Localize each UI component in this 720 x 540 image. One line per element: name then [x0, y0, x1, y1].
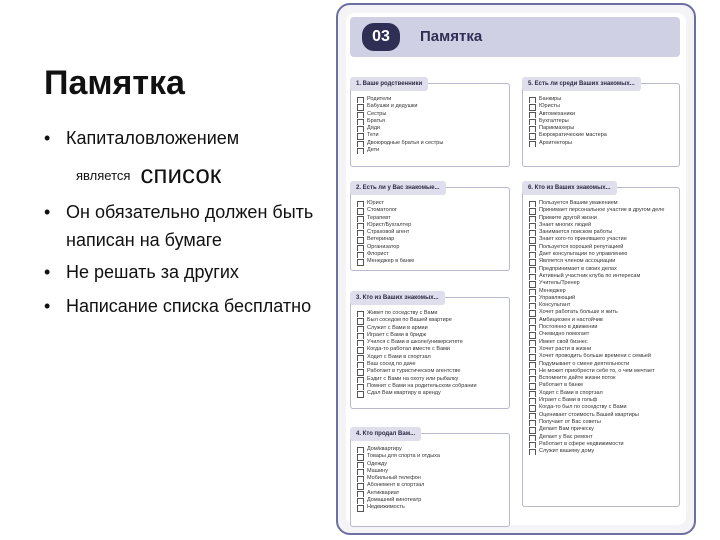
checklist-item[interactable]: Работает в сфере недвижимости — [529, 441, 675, 448]
checklist-item[interactable]: Делает Вам прическу — [529, 426, 675, 433]
sheet-number-badge: 03 — [362, 23, 400, 51]
checklist-item[interactable]: Бюрократические мастера — [529, 132, 675, 139]
checklist-item[interactable]: Флорист — [357, 251, 505, 258]
checklist-item[interactable]: Организатор — [357, 244, 505, 251]
checklist-item[interactable]: Играет с Вами в бридж — [357, 332, 505, 339]
checklist-item[interactable]: Пользуется хорошей репутацией — [529, 244, 675, 251]
checklist-item[interactable]: Получает от Вас советы — [529, 419, 675, 426]
checklist-item[interactable]: Родители — [357, 96, 505, 103]
bullet-text: Написание списка бесплатно — [66, 296, 312, 316]
slide-title: Памятка — [44, 64, 185, 102]
checklist-item[interactable]: Одежду — [357, 461, 505, 468]
checklist-item[interactable]: Архитекторы — [529, 140, 675, 147]
checklist-item[interactable]: Очевидно помогает — [529, 331, 675, 338]
checklist-item[interactable]: Амбициозен и настойчив — [529, 317, 675, 324]
checklist-item[interactable]: Юрист/Бухгалтер — [357, 222, 505, 229]
checklist-item[interactable]: Двоюродные братья и сестры — [357, 140, 505, 147]
checklist-item[interactable]: Не может приобрести себе то, о чем мечтает — [529, 368, 675, 375]
checklist-item[interactable]: Когда-то работал вместе с Вами — [357, 346, 505, 353]
checklist-item[interactable]: Является членом ассоциации — [529, 258, 675, 265]
checklist-item[interactable]: Страховой агент — [357, 229, 505, 236]
card-list — [529, 200, 675, 455]
bullet-small-text: является — [76, 168, 131, 183]
checklist-item[interactable]: Вспомните дайте жизни поток — [529, 375, 675, 382]
checklist-item[interactable]: Занимается поиском работы — [529, 229, 675, 236]
checklist-card-contacts — [522, 187, 680, 507]
checklist-item[interactable]: Постоянно в движении — [529, 324, 675, 331]
checklist-item[interactable]: Дом/квартиру — [357, 446, 505, 453]
bullet-item — [44, 124, 324, 152]
sheet-title: Памятка — [420, 28, 483, 45]
checklist-item[interactable]: Недвижимость — [357, 504, 505, 511]
checklist-item[interactable]: Когда-то был по соседству с Вами — [529, 404, 675, 411]
card-title: 1. Ваше родственники — [350, 77, 428, 91]
checklist-item[interactable]: Менеджер в банке — [357, 258, 505, 265]
card-title: 3. Кто из Ваших знакомых... — [350, 291, 445, 305]
checklist-item[interactable]: Дает консультации по управлению — [529, 251, 675, 258]
checklist-item[interactable]: Ходит с Вами в спортзал — [529, 390, 675, 397]
checklist-item[interactable]: Ездит с Вами на охоту или рыбалку — [357, 376, 505, 383]
checklist-item[interactable]: Стоматолог — [357, 207, 505, 214]
card-list — [357, 310, 505, 398]
checklist-item[interactable]: Служит с Вами в армии — [357, 325, 505, 332]
checklist-item[interactable]: Сдал Вам квартиру в аренду — [357, 390, 505, 397]
checklist-item[interactable]: Тети — [357, 132, 505, 139]
checklist-item[interactable]: Работает в туристическом агентстве — [357, 368, 505, 375]
bullet-continuation — [44, 160, 324, 190]
checklist-item[interactable]: Предпринимает в своих делах — [529, 266, 675, 273]
card-title: 2. Есть ли у Вас знакомые... — [350, 181, 446, 195]
checklist-item[interactable]: Помнит с Вами на родительском собрании — [357, 383, 505, 390]
card-list — [357, 446, 505, 512]
checklist-item[interactable]: Учился с Вами в школе/университете — [357, 339, 505, 346]
bullet-text: Он обязательно должен быть написан на бумаге — [66, 202, 314, 250]
checklist-item[interactable]: Активный участник клуба по интересам — [529, 273, 675, 280]
checklist-card-relatives — [350, 83, 510, 167]
card-title: 5. Есть ли среди Ваших знакомых... — [522, 77, 641, 91]
checklist-item[interactable]: Был соседом по Вашей квартире — [357, 317, 505, 324]
checklist-item[interactable]: Бабушки и дедушки — [357, 103, 505, 110]
bullet-big-text: список — [140, 159, 222, 189]
checklist-item[interactable]: Юрист — [357, 200, 505, 207]
checklist-item[interactable]: Пользуется Вашим уважением — [529, 200, 675, 207]
checklist-item[interactable]: Играет с Вами в гольф — [529, 397, 675, 404]
checklist-item[interactable]: Оценивает стоимость Вашей квартиры — [529, 412, 675, 419]
checklist-item[interactable]: Служит вашему дому — [529, 448, 675, 455]
checklist-item[interactable]: Машину — [357, 468, 505, 475]
checklist-item[interactable]: Учитель/Тренер — [529, 280, 675, 287]
card-list — [357, 200, 505, 266]
checklist-item[interactable]: Делает у Вас ремонт — [529, 434, 675, 441]
checklist-item[interactable]: Товары для спорта и отдыха — [357, 453, 505, 460]
checklist-item[interactable]: Банкиры — [529, 96, 675, 103]
checklist-item[interactable]: Домашний кинотеатр — [357, 497, 505, 504]
checklist-item[interactable]: Автомеханики — [529, 111, 675, 118]
checklist-item[interactable]: Ваш сосед по даче — [357, 361, 505, 368]
checklist-item[interactable]: Дети — [357, 147, 505, 154]
bullet-text: Не решать за других — [66, 262, 239, 282]
bullet-item — [44, 292, 324, 320]
checklist-item[interactable]: Хочет расти в жизни — [529, 346, 675, 353]
bullet-item — [44, 198, 324, 254]
bullet-text: Капиталовложением — [66, 128, 240, 148]
checklist-card-acquaintances — [350, 187, 510, 271]
checklist-item[interactable]: Бухгалтеры — [529, 118, 675, 125]
sheet-header — [350, 17, 680, 57]
checklist-item[interactable]: Хочет работать больше и жить — [529, 309, 675, 316]
checklist-item[interactable]: Антиквариат — [357, 490, 505, 497]
checklist-card-neighbours — [350, 297, 510, 409]
card-list — [357, 96, 505, 154]
checklist-card-sellers — [350, 433, 510, 527]
checklist-card-professionals — [522, 83, 680, 167]
bullet-item — [44, 258, 324, 286]
checklist-item[interactable]: Дяди — [357, 125, 505, 132]
checklist-item[interactable]: Имеет свой бизнес — [529, 339, 675, 346]
checklist-item[interactable]: Управляющий — [529, 295, 675, 302]
checklist-item[interactable]: Мобильный телефон — [357, 475, 505, 482]
checklist-item[interactable]: Менеджер — [529, 288, 675, 295]
memo-sheet — [336, 3, 696, 535]
checklist-item[interactable]: Парикмахеры — [529, 125, 675, 132]
checklist-item[interactable]: Хочет проводить больше времени с семьей — [529, 353, 675, 360]
checklist-item[interactable]: Абонемент в спортзал — [357, 482, 505, 489]
checklist-item[interactable]: Работает в банке — [529, 382, 675, 389]
card-title: 4. Кто продал Вам... — [350, 427, 421, 441]
bullet-list — [44, 124, 324, 320]
checklist-item[interactable]: Терапевт — [357, 215, 505, 222]
checklist-item[interactable]: Юристы — [529, 103, 675, 110]
checklist-item[interactable]: Братья — [357, 118, 505, 125]
checklist-item[interactable]: Принимает персональное участие в другом деле — [529, 207, 675, 214]
checklist-item[interactable]: Знает многих людей — [529, 222, 675, 229]
card-list — [529, 96, 675, 147]
checklist-item[interactable]: Знает кого-то принявшего участие — [529, 236, 675, 243]
checklist-item[interactable]: Живет по соседству с Вами — [357, 310, 505, 317]
checklist-item[interactable]: Сестры — [357, 111, 505, 118]
checklist-item[interactable]: Подумывает о смене деятельности — [529, 361, 675, 368]
checklist-item[interactable]: Ходит с Вами в спортзал — [357, 354, 505, 361]
checklist-item[interactable]: Примите другой жизни — [529, 215, 675, 222]
checklist-item[interactable]: Ветеринар — [357, 236, 505, 243]
memo-sheet-inner — [346, 13, 686, 525]
card-title: 6. Кто из Ваших знакомых... — [522, 181, 617, 195]
checklist-item[interactable]: Консультант — [529, 302, 675, 309]
